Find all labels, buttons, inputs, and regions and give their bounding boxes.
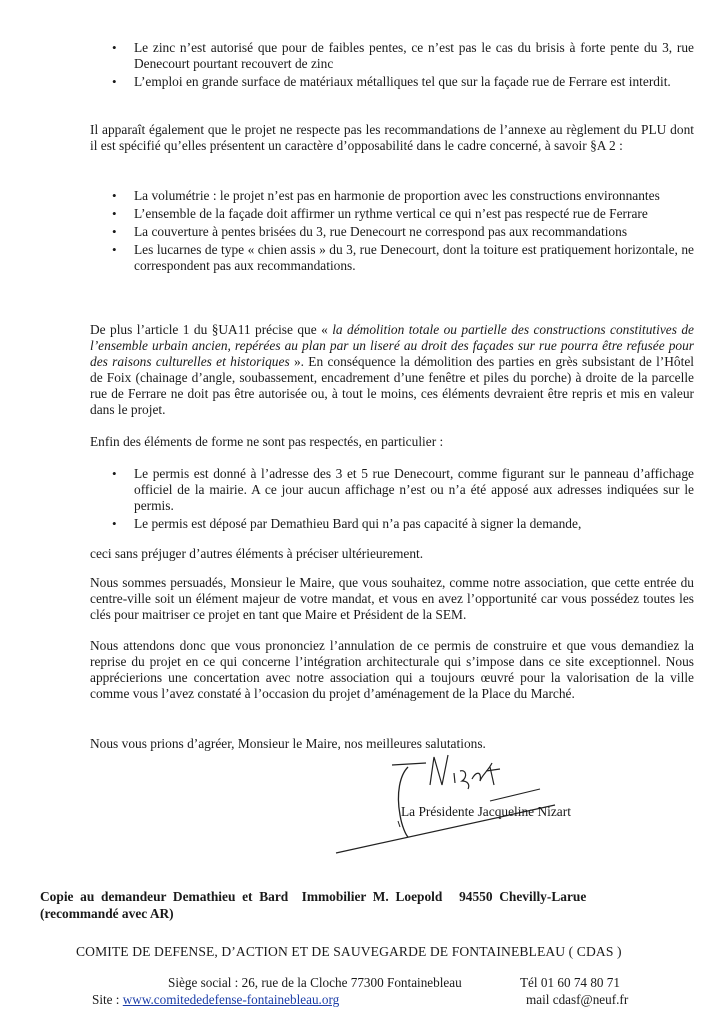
list-item: • L’emploi en grande surface de matériaux métalliques tel que sur la façade rue de Ferrare est interdit.	[112, 74, 671, 89]
list-item: • Les lucarnes de type « chien assis » du 3, rue Denecourt, dont la toiture est pratiquement horizontale, ne correspondent pas aux recommandations.	[112, 242, 694, 273]
bullet-dot: •	[112, 206, 117, 221]
bullet-dot: •	[112, 242, 117, 257]
paragraph-annexe: Il apparaît également que le projet ne respecte pas les recommandations de l’annexe au règlement du PLU dont il est spécifié qu’elles présentent un caractère d’opposabilité dans le cadre concerné, à savoir §A 2 :	[90, 122, 694, 153]
list-item: • Le zinc n’est autorisé que pour de faibles pentes, ce n’est pas le cas du brisis à forte pente du 3, rue Denecourt pourtant recouvert de zinc	[112, 40, 694, 71]
paragraph-forme: Enfin des éléments de forme ne sont pas respectés, en particulier :	[90, 434, 444, 449]
paragraph-attendons: Nous attendons donc que vous prononciez l’annulation de ce permis de construire et que vous demandiez la reprise du projet en ce qui concerne l’intégration architecturale qui s’impose dans ce site exceptionnel. Nous apprécierions une concertation avec notre association qui a toujours œuvré pour la valorisation de la ville comme vous l’avez constaté à l’occasion du projet d’aménagement de la Place du Marché.	[90, 638, 694, 701]
bullet-dot: •	[112, 40, 117, 55]
paragraph-article: De plus l’article 1 du §UA11 précise que « la démolition totale ou partielle des constructions constitutives de l’ensemble urbain ancien, repérées au plan par un liseré au droit des façades sur rue pourra être refusée pour des raisons culturelles et historiques ». En conséquence la démolition des parties en grès subsistant de l’Hôtel de Foix (chainage d’angle, soubassement, encadrement d’une fenêtre et piles du porche) à droite de la parcelle rue de Ferrare ne doit pas être autorisée ou, à tout le moins, ces éléments devraient être repris et mis en valeur dans le projet.	[90, 322, 695, 417]
footer-address: Siège social : 26, rue de la Cloche 77300 Fontainebleau	[168, 975, 462, 990]
bullet-dot: •	[112, 74, 117, 89]
bullet-dot: •	[112, 516, 117, 531]
footer-site: Site : www.comitededefense-fontainebleau.org	[92, 992, 340, 1007]
copy-recipient	[40, 888, 720, 922]
article-quote: la démolition totale ou partielle des constructions constitutives de l’ensemble urbain ancien, repérées au plan par un liseré au droit des façades sur rue pourra être refusée pour des raisons culturelles et historiques	[90, 322, 694, 369]
paragraph-persuades: Nous sommes persuadés, Monsieur le Maire, que vous souhaitez, comme notre association, que cette entrée du centre-ville soit un élément majeur de votre mandat, et vous en avez l’opportunité car vous possédez toutes les clés pour maitriser ce projet en tant que Maire et Président de la SEM.	[90, 575, 694, 622]
bullet-list-top	[90, 40, 694, 92]
bullet-list-forme	[90, 466, 694, 534]
bullet-dot: •	[112, 188, 117, 203]
signatory-name: La Présidente Jacqueline Nizart	[401, 804, 571, 819]
list-item: • Le permis est donné à l’adresse des 3 et 5 rue Denecourt, comme figurant sur le panneau d’affichage officiel de la mairie. A ce jour aucun affichage n’est ou n’a été apposé aux adresses indiquées sur le permis.	[112, 466, 694, 513]
footer-organization-title: COMITE DE DEFENSE, D’ACTION ET DE SAUVEGARDE DE FONTAINEBLEAU ( CDAS )	[76, 944, 622, 959]
list-item: • L’ensemble de la façade doit affirmer un rythme vertical ce qui n’est pas respecté rue de Ferrare	[112, 206, 648, 221]
footer-mail: mail cdasf@neuf.fr	[526, 992, 629, 1007]
bullet-dot: •	[112, 466, 117, 481]
copy-line: Copie au demandeur Demathieu et Bard Immobilier M. Loepold 94550 Chevilly-Larue	[40, 889, 587, 904]
copy-line-note: (recommandé avec AR)	[40, 906, 174, 921]
paragraph-sans-prejuger: ceci sans préjuger d’autres éléments à préciser ultérieurement.	[90, 546, 424, 561]
handwritten-signature	[330, 745, 560, 855]
website-link[interactable]: www.comitededefense-fontainebleau.org	[122, 992, 340, 1007]
paragraph-salutations: Nous vous prions d’agréer, Monsieur le Maire, nos meilleures salutations.	[90, 736, 486, 751]
list-item: • La couverture à pentes brisées du 3, rue Denecourt ne correspond pas aux recommandations	[112, 224, 628, 239]
list-item: • Le permis est déposé par Demathieu Bard qui n’a pas capacité à signer la demande,	[112, 516, 582, 531]
bullet-list-annexe	[90, 188, 694, 276]
bullet-dot: •	[112, 224, 117, 239]
footer-phone: Tél 01 60 74 80 71	[520, 975, 620, 990]
list-item: • La volumétrie : le projet n’est pas en harmonie de proportion avec les constructions environnantes	[112, 188, 660, 203]
